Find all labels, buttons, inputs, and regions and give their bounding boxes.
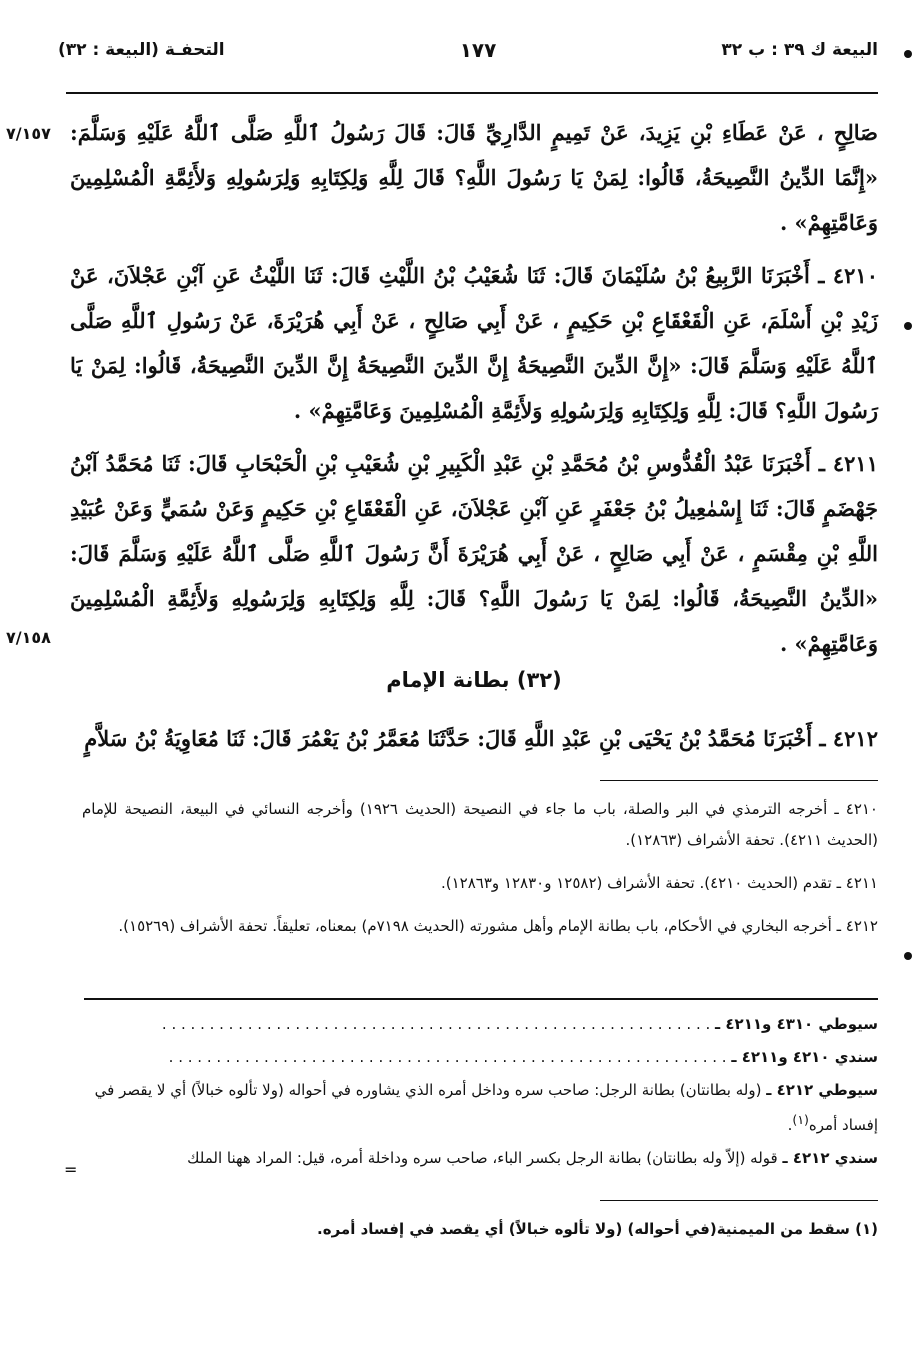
margin-ref-2: ٧/١٥٨ [6,628,51,647]
footnote-4212: ٤٢١٢ ـ أخرجه البخاري في الأحكام، باب بطانة الإمام وأهل مشورته (الحديث ٧١٩٨م) بمعناه، تعليقاً. تحفة الأشراف (١٥٢٦٩). [118,917,878,935]
commentary-label: سندي ٤٢١٢ ـ [782,1149,878,1167]
header-tuhfa-ref: التحفـة (البيعة : ٣٢) [58,40,225,60]
main-text-4212 [70,716,878,761]
endnote-divider [600,1200,878,1201]
commentary-line-sindi-4210 [70,1043,878,1072]
header-chapter-ref: البيعة ك ٣٩ : ب ٣٢ [721,40,878,60]
commentary-divider [84,998,878,1000]
commentary-label: سندي ٤٢١٠ و٤٢١١ ـ [731,1048,878,1066]
continuation-mark: = [64,1160,78,1179]
takhrij-footnotes [82,794,878,954]
page-number: ١٧٧ [459,38,497,62]
header-divider [66,92,878,94]
commentary-label: سيوطي ٤٢١٢ ـ [766,1081,878,1099]
margin-bullet [904,322,912,330]
commentary-text: (وله بطانتان) بطانة الرجل: صاحب سره وداخل أمره الذي يشاوره في أحواله (ولا تألوه خبالاً) أي لا يقصر في إفساد أمره [94,1081,878,1134]
main-text [70,110,878,666]
footnote-divider [600,780,878,781]
margin-bullet [904,50,912,58]
footnote-marker: (١) [792,1112,809,1127]
dotted-leader: . . . . . . . . . . . . . . . . . . . . . . . . . . . . . . . . . . . . . . . . . . . . . . . . . . . . . . . . . . [161,1015,711,1033]
hadith-4212: ٤٢١٢ ـ أَخْبَرَنَا مُحَمَّدُ بْنُ يَحْيَى بْنِ عَبْدِ اللَّهِ قَالَ: حَدَّثَنَا مُعَمَّرُ بْنُ يَعْمُرَ قَالَ: ثَنَا مُعَاوِيَةُ بْنُ سَلاَّمٍ [84,726,878,751]
commentary-line-suyuti-4210 [70,1010,878,1039]
hadith-4209-continuation: صَالِحٍ ، عَنْ عَطَاءِ بْنِ يَزِيدَ، عَنْ تَمِيمٍ الدَّارِيِّ قَالَ: قَالَ رَسُولُ ٱللَّهِ صَلَّى ٱللَّهُ عَلَيْهِ وَسَلَّمَ: «إِنَّمَا الدِّينُ النَّصِيحَةُ، قَالُوا: لِمَنْ يَا رَسُولَ اللَّهِ؟ قَالَ لِلَّهِ وَلِكِتَابِهِ وَلِرَسُولِهِ وَلأَئِمَّةِ الْمُسْلِمِينَ وَعَامَّتِهِمْ» . [70,120,878,235]
page-header [58,30,878,70]
dotted-leader: . . . . . . . . . . . . . . . . . . . . . . . . . . . . . . . . . . . . . . . . . . . . . . . . . . . . . . . . . . . [168,1048,727,1066]
margin-ref-1: ٧/١٥٧ [6,124,51,143]
commentary-section [70,1010,878,1177]
footnote-4210: ٤٢١٠ ـ أخرجه الترمذي في البر والصلة، باب ما جاء في النصيحة (الحديث ١٩٢٦) وأخرجه النسائي في البيعة، النصيحة للإمام (الحديث ٤٢١١). تحفة الأشراف (١٢٨٦٣). [82,800,878,849]
section-title: (٣٢) بطانة الإمام [386,668,562,692]
footnote-4211: ٤٢١١ ـ تقدم (الحديث ٤٢١٠). تحفة الأشراف (١٢٥٨٢ و١٢٨٣٠ و١٢٨٦٣). [440,874,878,892]
hadith-4210: ٤٢١٠ ـ أَخْبَرَنَا الرَّبِيعُ بْنُ سُلَيْمَانَ قَالَ: ثَنَا شُعَيْبُ بْنُ اللَّيْثِ قَالَ: ثَنَا اللَّيْثُ عَنِ آبْنِ عَجْلاَنَ، عَنْ زَيْدِ بْنِ أَسْلَمَ، عَنِ الْقَعْقَاعِ بْنِ حَكِيمٍ ، عَنْ أَبِي صَالِحٍ ، عَنْ أَبِي هُرَيْرَةَ، عَنْ رَسُولِ ٱللَّهِ صَلَّى ٱللَّهُ عَلَيْهِ وَسَلَّمَ قَالَ: «إِنَّ الدِّينَ النَّصِيحَةُ إِنَّ الدِّينَ النَّصِيحَةُ إِنَّ الدِّينَ النَّصِيحَةُ، قَالُوا: لِمَنْ يَا رَسُولَ اللَّهِ؟ قَالَ: لِلَّهِ وَلِكِتَابِهِ وَلِرَسُولِهِ وَلأَئِمَّةِ الْمُسْلِمِينَ وَعَامَّتِهِمْ» . [70,263,879,423]
commentary-suyuti-4212: سيوطي ٤٢١٢ ـ (وله بطانتان) بطانة الرجل: صاحب سره وداخل أمره الذي يشاوره في أحواله (ولا تألوه خبالاً) أي لا يقصر في إفساد أمره$^{(١)}$. [94,1081,878,1134]
endnote: (١) سقط من الميمنية(في أحواله) (ولا تألوه خبالاً) أي يقصد في إفساد أمره. [317,1220,878,1238]
commentary-label: سيوطي ٤٣١٠ و٤٢١١ ـ [715,1015,878,1033]
commentary-sindi-4212 [70,1144,878,1173]
hadith-4211: ٤٢١١ ـ أَخْبَرَنَا عَبْدُ الْقُدُّوسِ بْنُ مُحَمَّدِ بْنِ عَبْدِ الْكَبِيرِ بْنِ شُعَيْبِ بْنِ الْحَبْحَابِ قَالَ: ثَنَا مُحَمَّدُ آبْنُ جَهْضَمٍ قَالَ: ثَنَا إِسْمٰعِيلُ بْنُ جَعْفَرٍ عَنِ آبْنِ عَجْلاَنَ، عَنِ الْقَعْقَاعِ بْنِ حَكِيمٍ وَعَنْ سُمَيٍّ وَعَنْ عُبَيْدِ اللَّهِ بْنِ مِقْسَمٍ ، عَنْ أَبِي صَالِحٍ ، عَنْ أَبِي هُرَيْرَةَ أَنَّ رَسُولَ ٱللَّهِ صَلَّى ٱللَّهُ عَلَيْهِ وَسَلَّمَ قَالَ: «الدِّينُ النَّصِيحَةُ، قَالُوا: لِمَنْ يَا رَسُولَ اللَّهِ؟ قَالَ: لِلَّهِ وَلِكِتَابِهِ وَلِرَسُولِهِ وَلأَئِمَّةِ الْمُسْلِمِينَ وَعَامَّتِهِمْ» . [70,451,878,656]
commentary-text: قوله (إلاّ وله بطانتان) بطانة الرجل بكسر الباء، صاحب سره وداخلة أمره، قيل: المراد ههنا الملك [187,1149,778,1167]
margin-bullet [904,952,912,960]
